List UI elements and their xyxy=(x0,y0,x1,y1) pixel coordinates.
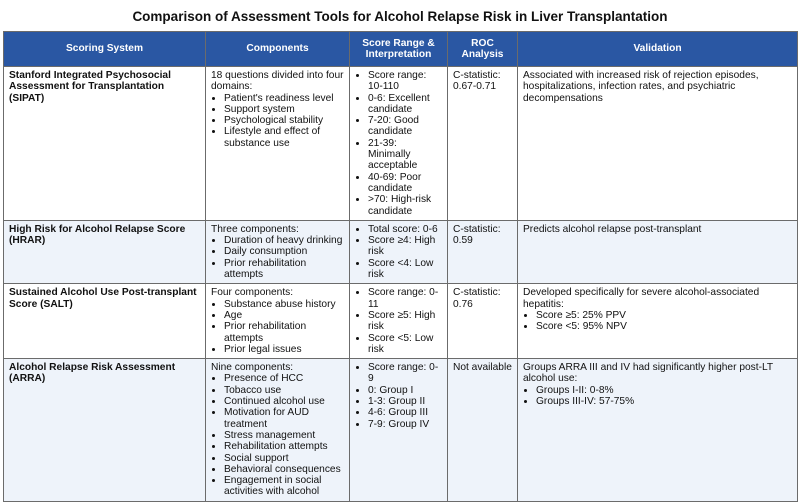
component-item: • Psychological stability xyxy=(224,115,344,126)
header-components: Components xyxy=(206,32,350,67)
scoring-system-cell: High Risk for Alcohol Relapse Score (HRAR) xyxy=(4,220,206,283)
components-cell xyxy=(206,67,350,221)
table-title: Comparison of Assessment Tools for Alcohol Relapse Risk in Liver Transplantation xyxy=(132,9,668,24)
score-list xyxy=(355,362,442,430)
scoring-system-cell: Stanford Integrated Psychosocial Assessment for Transplantation (SIPAT) xyxy=(4,67,206,221)
component-item: • Prior legal issues xyxy=(224,344,344,355)
components-intro: Nine components: xyxy=(211,362,294,374)
header-roc-analysis: ROC Analysis xyxy=(448,32,518,67)
table-row xyxy=(4,284,798,359)
component-item: • Prior rehabilitation attempts xyxy=(224,321,344,344)
score-item: • 7-20: Good candidate xyxy=(368,115,442,138)
components-cell xyxy=(206,359,350,502)
validation-cell xyxy=(518,67,798,221)
score-item: • Score ≥4: High risk xyxy=(368,235,442,258)
component-item: • Substance abuse history xyxy=(224,299,344,310)
validation-cell xyxy=(518,284,798,359)
score-item: • 0: Group I xyxy=(368,385,442,396)
component-item: • Engagement in social activities with alcohol xyxy=(224,475,344,498)
score-item: • Score <4: Low risk xyxy=(368,258,442,281)
component-item: • Behavioral consequences xyxy=(224,464,344,475)
score-item: • 21-39: Minimally acceptable xyxy=(368,138,442,172)
component-item: • Motivation for AUD treatment xyxy=(224,407,344,430)
component-item: • Duration of heavy drinking xyxy=(224,235,344,246)
components-cell xyxy=(206,284,350,359)
component-item: • Stress management xyxy=(224,430,344,441)
validation-list xyxy=(523,310,792,333)
score-item: • 4-6: Group III xyxy=(368,407,442,418)
component-item: • Prior rehabilitation attempts xyxy=(224,258,344,281)
component-item: • Patient's readiness level xyxy=(224,93,344,104)
score-item: • Total score: 0-6 xyxy=(368,224,442,235)
component-item: • Continued alcohol use xyxy=(224,396,344,407)
component-item: • Presence of HCC xyxy=(224,373,344,384)
scoring-system-cell: Sustained Alcohol Use Post-transplant Score (SALT) xyxy=(4,284,206,359)
components-list xyxy=(211,373,344,497)
components-intro: Three components: xyxy=(211,223,299,235)
header-score-range: Score Range & Interpretation xyxy=(350,32,448,67)
header-row xyxy=(4,32,798,67)
score-item: • 1-3: Group II xyxy=(368,396,442,407)
component-item: • Daily consumption xyxy=(224,246,344,257)
roc-cell: C-statistic: 0.67-0.71 xyxy=(448,67,518,221)
validation-cell xyxy=(518,359,798,502)
validation-item: • Groups I-II: 0-8% xyxy=(536,385,792,396)
validation-intro: Predicts alcohol relapse post-transplant xyxy=(523,223,702,235)
component-item: • Social support xyxy=(224,453,344,464)
table-row xyxy=(4,220,798,283)
score-cell xyxy=(350,67,448,221)
score-list xyxy=(355,287,442,355)
component-item: • Tobacco use xyxy=(224,385,344,396)
validation-intro: Groups ARRA III and IV had significantly higher post-LT alcohol use: xyxy=(523,362,773,385)
component-item: • Lifestyle and effect of substance use xyxy=(224,126,344,149)
components-intro: 18 questions divided into four domains: xyxy=(211,70,344,93)
validation-cell xyxy=(518,220,798,283)
header-scoring-system: Scoring System xyxy=(4,32,206,67)
score-item: • Score range: 0-11 xyxy=(368,287,442,310)
component-item: • Support system xyxy=(224,104,344,115)
validation-list xyxy=(523,385,792,408)
components-list xyxy=(211,299,344,355)
score-item: • Score ≥5: High risk xyxy=(368,310,442,333)
validation-item: • Groups III-IV: 57-75% xyxy=(536,396,792,407)
score-list xyxy=(355,70,442,217)
table-row xyxy=(4,67,798,221)
components-intro: Four components: xyxy=(211,287,294,299)
validation-item: • Score ≥5: 25% PPV xyxy=(536,310,792,321)
roc-cell: C-statistic: 0.59 xyxy=(448,220,518,283)
score-item: • >70: High-risk candidate xyxy=(368,194,442,217)
components-list xyxy=(211,235,344,280)
scoring-system-cell: Alcohol Relapse Risk Assessment (ARRA) xyxy=(4,359,206,502)
components-cell xyxy=(206,220,350,283)
table-row xyxy=(4,359,798,502)
roc-cell: C-statistic: 0.76 xyxy=(448,284,518,359)
score-item: • 40-69: Poor candidate xyxy=(368,172,442,195)
score-cell xyxy=(350,220,448,283)
score-item: • Score range: 0-9 xyxy=(368,362,442,385)
component-item: • Rehabilitation attempts xyxy=(224,441,344,452)
component-item: • Age xyxy=(224,310,344,321)
score-cell xyxy=(350,359,448,502)
roc-cell: Not available xyxy=(448,359,518,502)
header-validation: Validation xyxy=(518,32,798,67)
score-item: • Score range: 10-110 xyxy=(368,70,442,93)
score-item: • 0-6: Excellent candidate xyxy=(368,93,442,116)
score-item: • Score <5: Low risk xyxy=(368,333,442,356)
score-cell xyxy=(350,284,448,359)
validation-item: • Score <5: 95% NPV xyxy=(536,321,792,332)
score-item: • 7-9: Group IV xyxy=(368,419,442,430)
validation-intro: Associated with increased risk of rejection episodes, hospitalizations, infection rates, and psychiatric decompensations xyxy=(523,70,759,104)
score-list xyxy=(355,224,442,280)
validation-intro: Developed specifically for severe alcohol-associated hepatitis: xyxy=(523,287,760,310)
components-list xyxy=(211,93,344,149)
comparison-table xyxy=(3,31,798,502)
